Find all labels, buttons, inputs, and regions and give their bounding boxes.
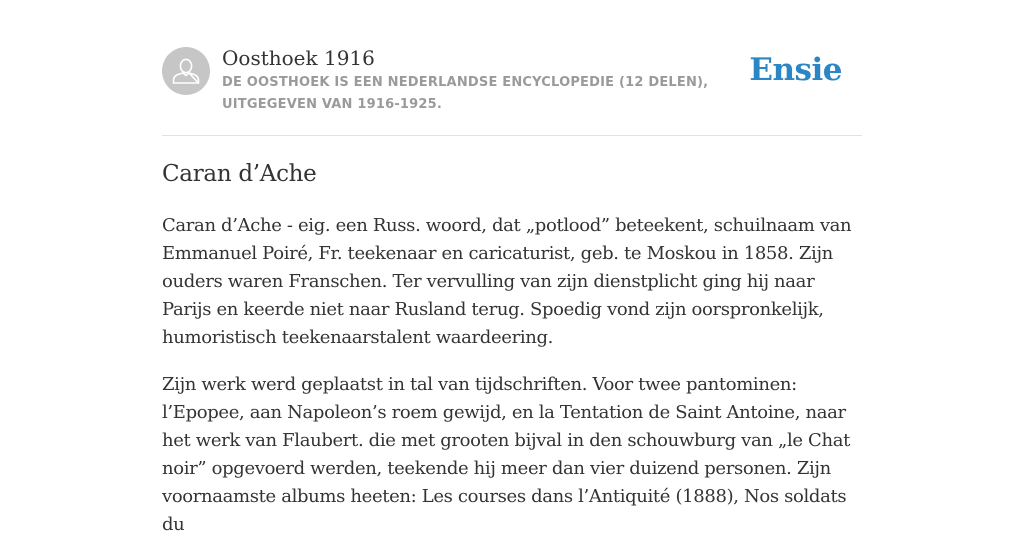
article-paragraph: Caran d’Ache - eig. een Russ. woord, dat „potlood” beteekent, schuilnaam van Emmanuel Poiré, Fr. teekenaar en caricaturist, geb. te Moskou in 1858. Zijn ouders waren Franschen. Ter vervulling van zijn dienstplicht ging hij naar Parijs en keerde niet naar Rusland terug. Spoedig vond zijn oorspronkelijk, humoristisch teekenaarstalent waardeering. xyxy=(162,215,852,348)
article-paragraph: Zijn werk werd geplaatst in tal van tijdschriften. Voor twee pantominen: l’Epopee, aan Napoleon’s roem gewijd, en la Tentation de Saint Antoine, naar het werk van Flaubert. die met grooten bijval in den schouwburg van „le Chat noir” opgevoerd werden, teekende hij meer dan vier duizend personen. Zijn voornaamste albums heeten: Les courses dans l’Antiquité (1888), Nos soldats du xyxy=(162,374,850,535)
source-description: DE OOSTHOEK IS EEN NEDERLANDSE ENCYCLOPEDIE (12 DELEN), UITGEGEVEN VAN 1916-1925. xyxy=(222,75,709,112)
source-header xyxy=(162,46,862,116)
ensie-logo[interactable]: Ensie xyxy=(749,52,842,88)
source-title[interactable]: Oosthoek 1916 xyxy=(222,46,375,70)
user-icon[interactable] xyxy=(162,47,210,95)
article-body xyxy=(162,212,862,558)
article-title: Caran d’Ache xyxy=(162,161,317,187)
page xyxy=(162,0,862,535)
divider xyxy=(162,135,862,136)
